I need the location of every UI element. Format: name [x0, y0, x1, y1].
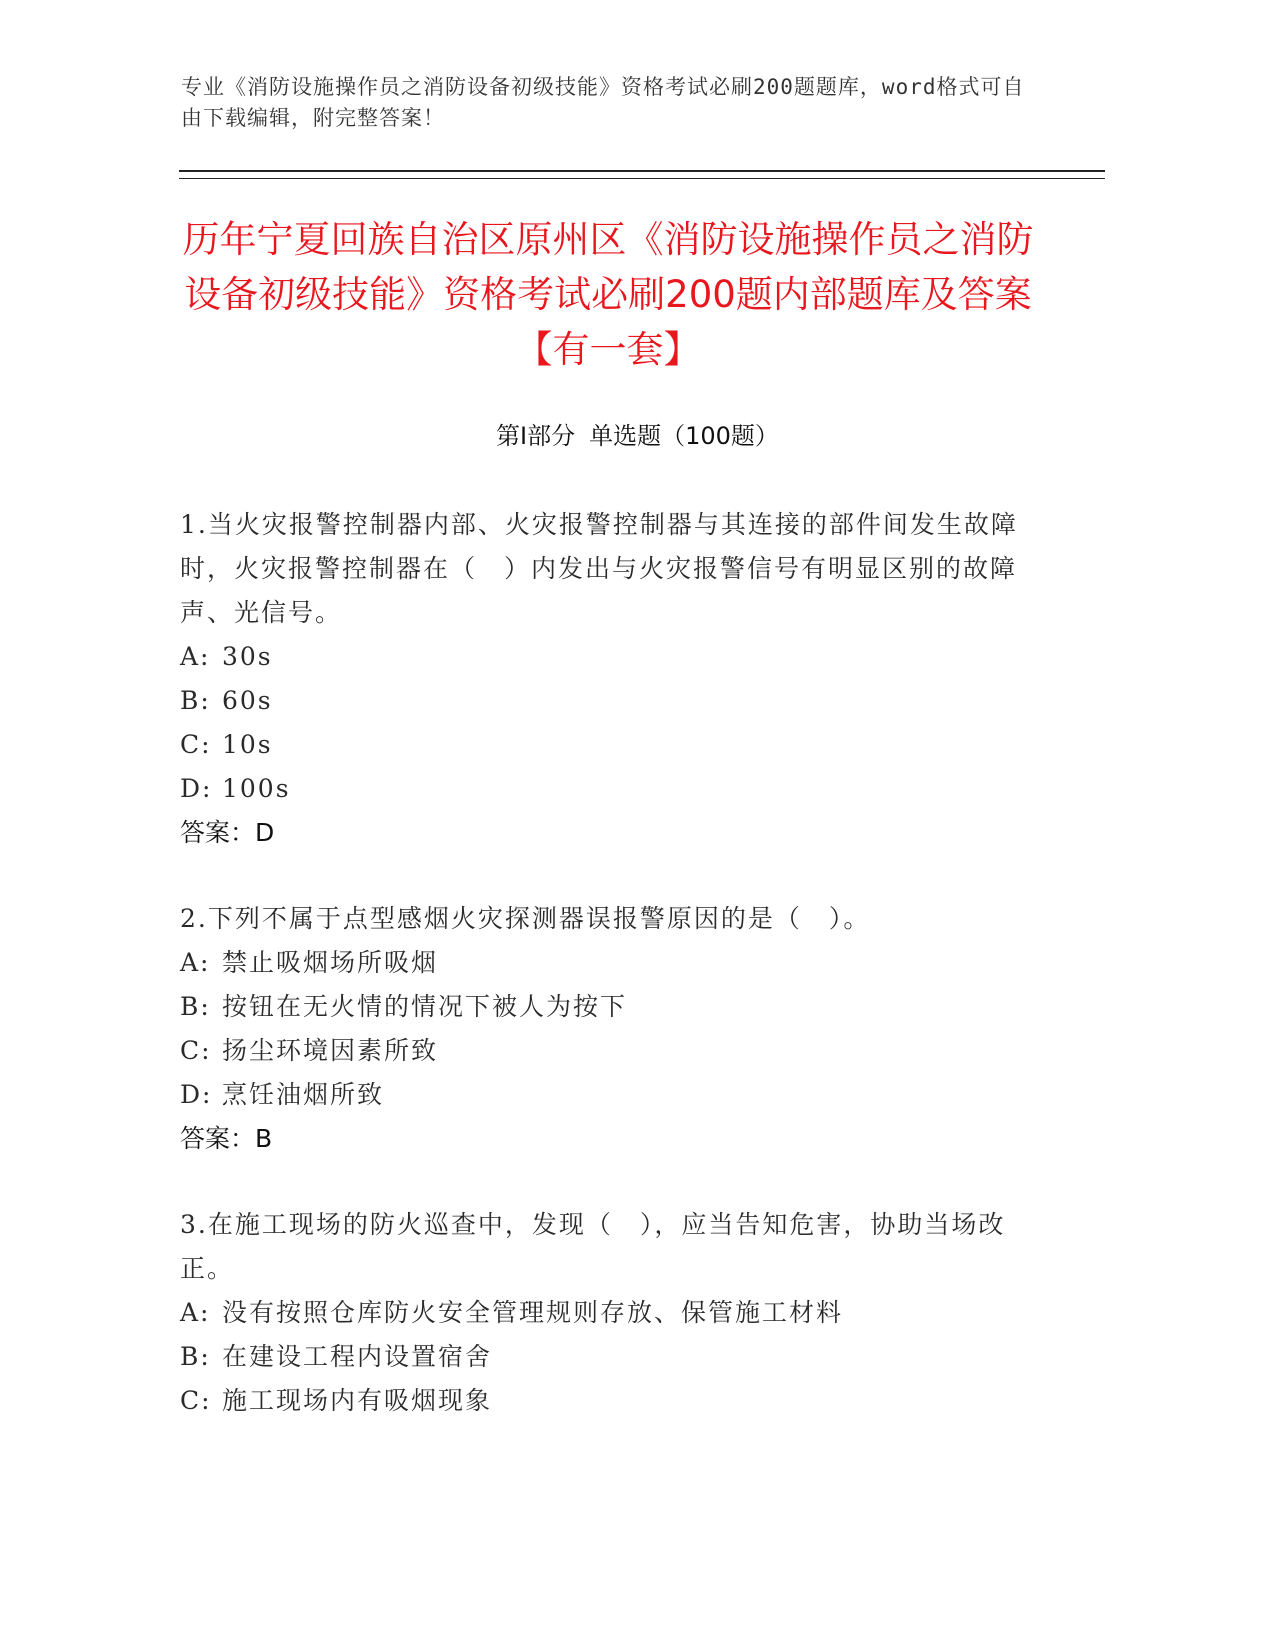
- header-divider-thin: [179, 178, 1105, 179]
- option-key: C:: [180, 1036, 212, 1065]
- question-item: [180, 897, 1020, 1161]
- question-answer: 答案：D: [180, 818, 275, 847]
- option-key: A:: [180, 1298, 211, 1327]
- option-text: 扬尘环境因素所致: [222, 1036, 439, 1065]
- option-key: A:: [180, 948, 211, 977]
- question-item: [180, 503, 1020, 855]
- question-option: [180, 1291, 1020, 1335]
- document-title: 历年宁夏回族自治区原州区《消防设施操作员之消防设备初级技能》资格考试必刷200题内部题库及答案【有一套】: [182, 218, 1034, 371]
- option-key: B:: [180, 992, 211, 1021]
- question-option: [180, 723, 1020, 767]
- question-option: [180, 1379, 1020, 1423]
- question-option: [180, 941, 1020, 985]
- option-key: B:: [180, 1342, 211, 1371]
- option-text: 按钮在无火情的情况下被人为按下: [222, 992, 628, 1021]
- option-key: C:: [180, 1386, 212, 1415]
- section-name: 单选题（100题）: [589, 422, 779, 450]
- option-text: 施工现场内有吸烟现象: [222, 1386, 493, 1415]
- section-heading: [0, 418, 1275, 454]
- question-stem: 3.在施工现场的防火巡查中，发现（ ），应当告知危害，协助当场改正。: [180, 1210, 1006, 1283]
- header-note: 专业《消防设施操作员之消防设备初级技能》资格考试必刷200题题库，word格式可自由下载编辑，附完整答案！: [181, 75, 1025, 130]
- question-option: [180, 679, 1020, 723]
- header-divider-thick: [179, 170, 1105, 172]
- question-option: [180, 767, 1020, 811]
- section-part: 第Ⅰ部分: [496, 422, 576, 450]
- question-spacer: [180, 855, 1020, 897]
- option-text: 10s: [222, 730, 273, 759]
- question-item: [180, 1203, 1020, 1423]
- question-option: [180, 635, 1020, 679]
- question-answer: 答案：B: [180, 1124, 273, 1153]
- question-list: [180, 503, 1020, 1423]
- question-option: [180, 985, 1020, 1029]
- option-key: D:: [180, 774, 213, 803]
- option-text: 没有按照仓库防火安全管理规则存放、保管施工材料: [222, 1298, 844, 1327]
- question-option: [180, 1073, 1020, 1117]
- option-text: 禁止吸烟场所吸烟: [222, 948, 439, 977]
- option-key: B:: [180, 686, 211, 715]
- option-key: D:: [180, 1080, 213, 1109]
- question-stem: 2.下列不属于点型感烟火灾探测器误报警原因的是（ ）。: [180, 904, 871, 933]
- option-text: 100s: [222, 774, 291, 803]
- question-spacer: [180, 1161, 1020, 1203]
- question-option: [180, 1029, 1020, 1073]
- option-text: 30s: [222, 642, 273, 671]
- option-text: 60s: [222, 686, 273, 715]
- option-key: C:: [180, 730, 212, 759]
- option-text: 烹饪油烟所致: [222, 1080, 385, 1109]
- option-text: 在建设工程内设置宿舍: [222, 1342, 493, 1371]
- question-option: [180, 1335, 1020, 1379]
- question-stem: 1.当火灾报警控制器内部、火灾报警控制器与其连接的部件间发生故障时，火灾报警控制器在（ ）内发出与火灾报警信号有明显区别的故障声、光信号。: [180, 510, 1018, 627]
- option-key: A:: [180, 642, 211, 671]
